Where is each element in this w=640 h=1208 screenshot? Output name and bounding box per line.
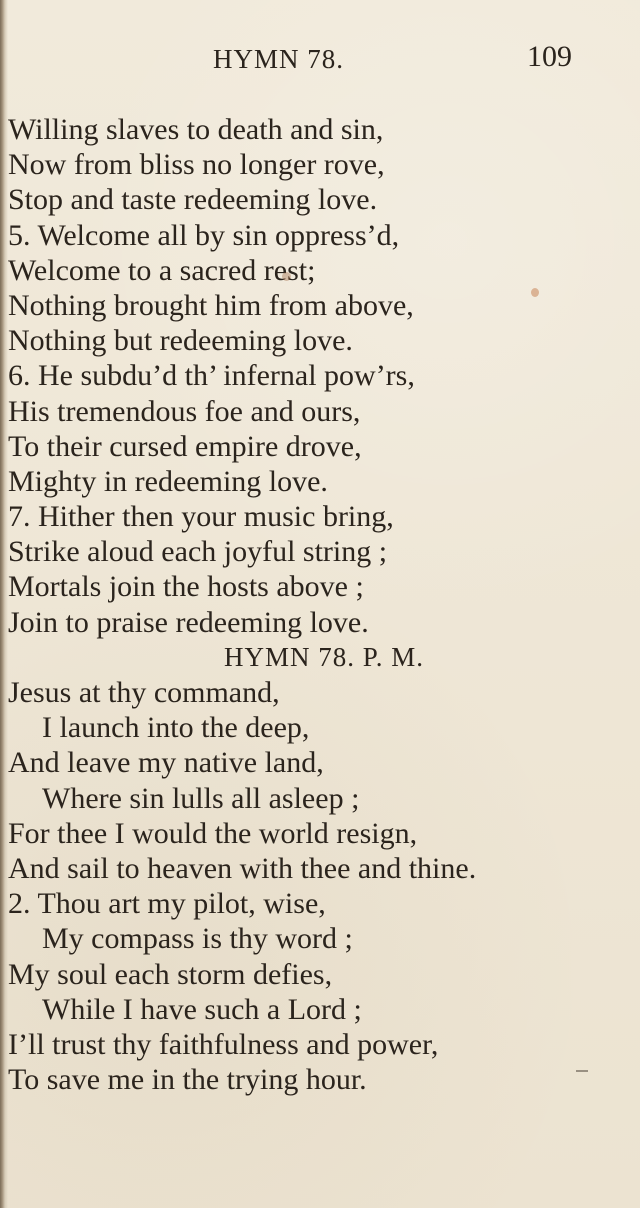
hymn-text: [8, 112, 620, 1097]
running-title: HYMN 78.: [213, 44, 345, 74]
verse-line: Nothing but redeeming love.: [8, 324, 353, 358]
verse-line: To their cursed empire drove,: [8, 429, 362, 463]
foxing-spot: [531, 288, 539, 297]
ink-spot: [282, 272, 291, 281]
hymn-heading: HYMN 78. P. M.: [223, 641, 425, 672]
verse-line: I launch into the deep,: [42, 711, 310, 745]
verse-line: 6. He subdu’d th’ infernal pow’rs,: [8, 359, 415, 393]
verse-line: 2. Thou art my pilot, wise,: [8, 887, 326, 921]
verse-line: His tremendous foe and ours,: [8, 394, 361, 428]
verse-line: Welcome to a sacred rest;: [8, 253, 316, 287]
verse-line: And sail to heaven with thee and thine.: [8, 851, 477, 885]
page-gutter: [0, 0, 8, 1208]
verse-line: To save me in the trying hour.: [8, 1063, 367, 1097]
verse-line: Mighty in redeeming love.: [8, 464, 328, 498]
verse-line: My soul each storm defies,: [8, 957, 333, 991]
verse-line: For thee I would the world resign,: [8, 816, 418, 850]
verse-line: Stop and taste redeeming love.: [8, 183, 378, 217]
verse-line: Nothing brought him from above,: [8, 288, 414, 322]
edge-mark: [576, 1070, 588, 1072]
verse-line: Jesus at thy command,: [8, 676, 280, 709]
verse-line: Join to praise redeeming love.: [8, 605, 369, 639]
verse-line: My compass is thy word ;: [42, 922, 353, 956]
verse-line: While I have such a Lord ;: [42, 992, 362, 1026]
verse-line: Now from bliss no longer rove,: [8, 148, 385, 182]
verse-line: Mortals join the hosts above ;: [8, 570, 364, 604]
page-header: [0, 40, 640, 80]
verse-line: I’ll trust thy faithfulness and power,: [8, 1027, 439, 1061]
verse-line: Willing slaves to death and sin,: [8, 113, 384, 146]
verse-line: And leave my native land,: [8, 746, 324, 780]
verse-line: Strike aloud each joyful string ;: [8, 535, 388, 569]
verse-line: 7. Hither then your music bring,: [8, 500, 394, 534]
verse-line: Where sin lulls all asleep ;: [42, 781, 360, 815]
page-number: 109: [527, 40, 572, 73]
verse-line: 5. Welcome all by sin oppress’d,: [8, 218, 400, 252]
